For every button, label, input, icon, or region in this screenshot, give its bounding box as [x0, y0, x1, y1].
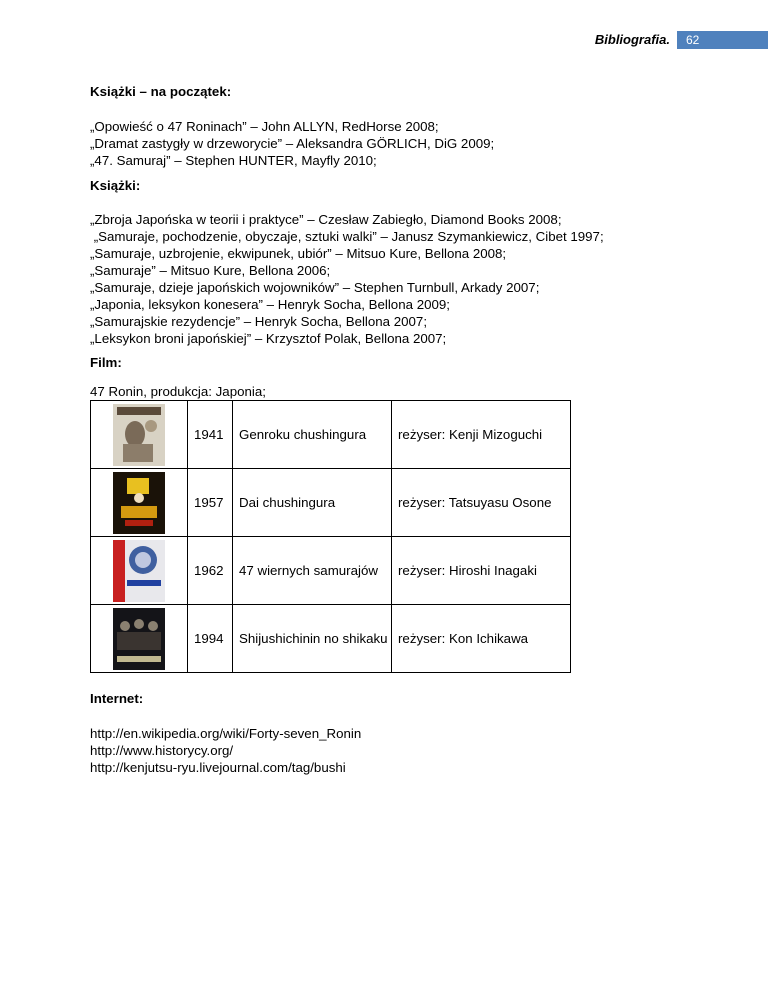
internet-section	[90, 690, 143, 707]
film-year: 1957	[188, 469, 233, 537]
film-intro: 47 Ronin, produkcja: Japonia;	[90, 384, 266, 399]
film-poster-image	[113, 404, 165, 466]
poster-cell	[91, 537, 188, 605]
film-poster-image	[113, 608, 165, 670]
film-intro-wrap	[90, 383, 266, 400]
book-item: „Samuraje” – Mitsuo Kure, Bellona 2006;	[90, 263, 331, 278]
starter-books-list	[90, 118, 494, 169]
internet-link[interactable]: http://www.historycy.org/	[90, 743, 234, 758]
table-row	[91, 537, 571, 605]
book-item: „Dramat zastygły w drzeworycie” – Aleksandra GÖRLICH, DiG 2009;	[90, 136, 495, 151]
starter-books-section	[90, 83, 231, 100]
film-year: 1941	[188, 401, 233, 469]
table-row	[91, 605, 571, 673]
film-director: reżyser: Kon Ichikawa	[392, 605, 571, 673]
film-title: Dai chushingura	[233, 469, 392, 537]
table-row	[91, 401, 571, 469]
book-item: „Zbroja Japońska w teorii i praktyce” – Czesław Zabiegło, Diamond Books 2008;	[90, 212, 562, 227]
books-heading: Książki:	[90, 178, 141, 193]
film-table	[90, 400, 571, 673]
books-section	[90, 177, 140, 194]
internet-links	[90, 725, 361, 776]
film-director: reżyser: Kenji Mizoguchi	[392, 401, 571, 469]
film-heading: Film:	[90, 355, 122, 370]
table-row	[91, 469, 571, 537]
film-year: 1994	[188, 605, 233, 673]
starter-books-heading: Książki – na początek:	[90, 84, 232, 99]
book-item: „Samuraje, dzieje japońskich wojowników” – Stephen Turnbull, Arkady 2007;	[90, 280, 540, 295]
section-title: Bibliografia.	[594, 32, 670, 47]
film-director: reżyser: Tatsuyasu Osone	[392, 469, 571, 537]
book-item: „Leksykon broni japońskiej” – Krzysztof Polak, Bellona 2007;	[90, 331, 447, 346]
poster-cell	[91, 469, 188, 537]
film-title: Shijushichinin no shikaku	[233, 605, 392, 673]
book-item: „Samuraje, pochodzenie, obyczaje, sztuki walki” – Janusz Szymankiewicz, Cibet 1997;	[90, 229, 604, 244]
film-title: 47 wiernych samurajów	[233, 537, 392, 605]
poster-cell	[91, 401, 188, 469]
poster-cell	[91, 605, 188, 673]
film-title: Genroku chushingura	[233, 401, 392, 469]
book-item: „Japonia, leksykon konesera” – Henryk Socha, Bellona 2009;	[90, 297, 450, 312]
film-section	[90, 354, 122, 371]
book-item: „Samuraje, uzbrojenie, ekwipunek, ubiór” – Mitsuo Kure, Bellona 2008;	[90, 246, 507, 261]
book-item: „47. Samuraj” – Stephen HUNTER, Mayfly 2010;	[90, 153, 377, 168]
internet-link[interactable]: http://en.wikipedia.org/wiki/Forty-seven_Ronin	[90, 726, 362, 741]
book-item: „Samurajskie rezydencje” – Henryk Socha, Bellona 2007;	[90, 314, 428, 329]
books-list	[90, 211, 604, 347]
internet-link[interactable]: http://kenjutsu-ryu.livejournal.com/tag/bushi	[90, 760, 346, 775]
page-number: 62	[677, 31, 768, 49]
film-year: 1962	[188, 537, 233, 605]
film-poster-image	[113, 472, 165, 534]
book-item: „Opowieść o 47 Roninach” – John ALLYN, RedHorse 2008;	[90, 119, 439, 134]
internet-heading: Internet:	[90, 691, 144, 706]
film-director: reżyser: Hiroshi Inagaki	[392, 537, 571, 605]
film-poster-image	[113, 540, 165, 602]
